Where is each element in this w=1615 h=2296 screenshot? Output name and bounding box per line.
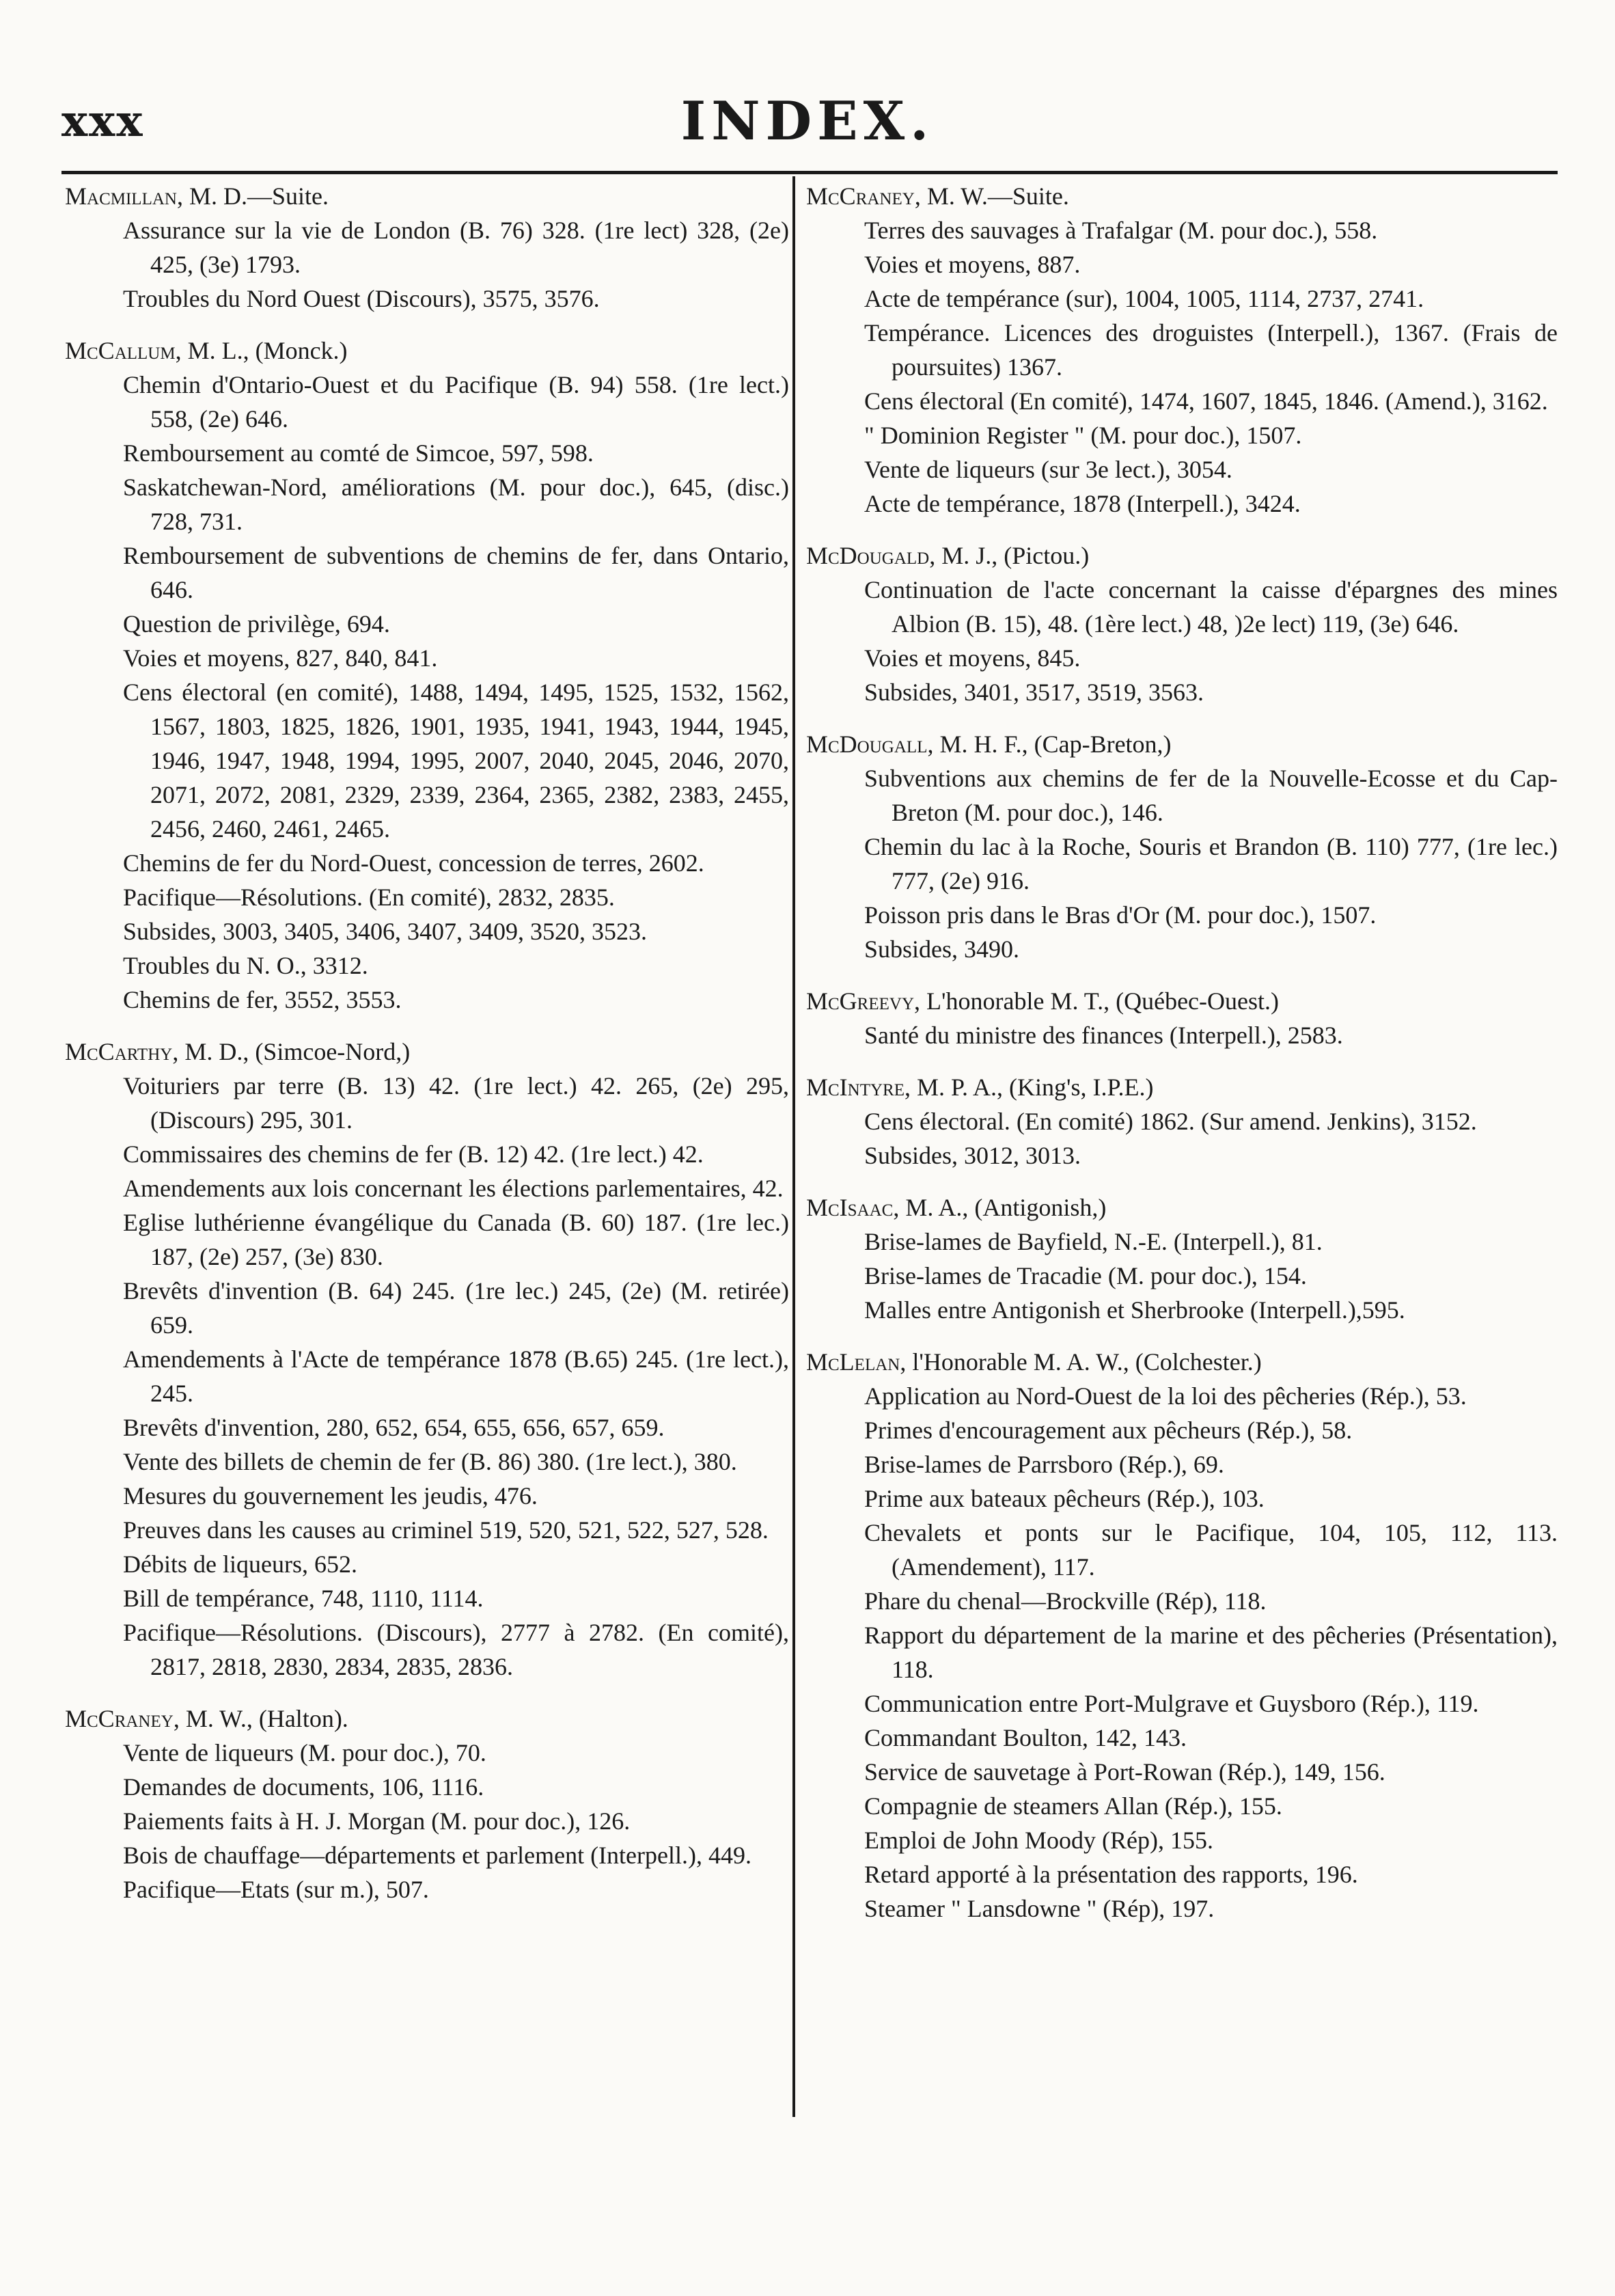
- index-item: Chevalets et ponts sur le Pacifique, 104, 105, 112, 113. (Amendement), 117.: [864, 1519, 1558, 1581]
- member-details: , M. W.—Suite.: [914, 182, 1069, 210]
- member-details: , M. H. F., (Cap-Breton,): [927, 730, 1172, 758]
- member-name: McDougald: [806, 542, 930, 569]
- index-item: Remboursement de subventions de chemins de fer, dans Ontario, 646.: [123, 542, 789, 603]
- index-item: Troubles du N. O., 3312.: [123, 952, 368, 979]
- index-item: Subsides, 3490.: [864, 935, 1020, 963]
- index-item: Pacifique—Résolutions. (En comité), 2832, 2835.: [123, 884, 615, 911]
- member-heading: [65, 179, 789, 213]
- member-heading: [65, 333, 789, 368]
- index-item: Emploi de John Moody (Rép), 155.: [864, 1827, 1213, 1854]
- index-entry: [65, 1702, 789, 1906]
- member-heading: [65, 1035, 789, 1069]
- index-item: Communication entre Port-Mulgrave et Guysboro (Rép.), 119.: [864, 1690, 1479, 1717]
- member-name: McIsaac: [806, 1194, 894, 1221]
- index-item: Application au Nord-Ouest de la loi des pêcheries (Rép.), 53.: [864, 1382, 1467, 1410]
- index-item: Débits de liqueurs, 652.: [123, 1550, 357, 1578]
- index-item: Brevêts d'invention (B. 64) 245. (1re lec.) 245, (2e) (M. retirée) 659.: [123, 1277, 789, 1339]
- index-item: Vente de liqueurs (M. pour doc.), 70.: [123, 1739, 486, 1766]
- index-item: Brise-lames de Bayfield, N.-E. (Interpell.), 81.: [864, 1228, 1323, 1255]
- member-name: McLelan: [806, 1348, 900, 1376]
- index-item: Santé du ministre des finances (Interpell.), 2583.: [864, 1022, 1343, 1049]
- index-item: Subventions aux chemins de fer de la Nouvelle-Ecosse et du Cap-Breton (M. pour doc.), 146.: [864, 765, 1558, 826]
- index-item: Tempérance. Licences des droguistes (Interpell.), 1367. (Frais de poursuites) 1367.: [864, 319, 1558, 381]
- index-entry: [806, 984, 1558, 1052]
- member-name: McCraney: [65, 1705, 174, 1732]
- index-item: Continuation de l'acte concernant la caisse d'épargnes des mines Albion (B. 15), 48. (1ère lect.) 48, )2e lect) 119, (3e) 646.: [864, 576, 1558, 638]
- index-item: Phare du chenal—Brockville (Rép), 118.: [864, 1587, 1267, 1615]
- index-item: Demandes de documents, 106, 1116.: [123, 1773, 484, 1801]
- member-details: , M. D., (Simcoe-Nord,): [172, 1038, 411, 1065]
- index-item: Preuves dans les causes au criminel 519, 520, 521, 522, 527, 528.: [123, 1516, 769, 1544]
- member-heading: [806, 1345, 1558, 1379]
- member-details: , M. P. A., (King's, I.P.E.): [905, 1074, 1154, 1101]
- index-item: Cens électoral (En comité), 1474, 1607, 1845, 1846. (Amend.), 3162.: [864, 387, 1548, 415]
- header-rule: [61, 171, 1558, 174]
- index-item: Chemin d'Ontario-Ouest et du Pacifique (B. 94) 558. (1re lect.) 558, (2e) 646.: [123, 371, 789, 433]
- member-details: , l'Honorable M. A. W., (Colchester.): [900, 1348, 1262, 1376]
- index-item: Prime aux bateaux pêcheurs (Rép.), 103.: [864, 1485, 1265, 1512]
- index-entry: [806, 1070, 1558, 1173]
- member-name: McIntyre: [806, 1074, 905, 1101]
- member-heading: [806, 984, 1558, 1018]
- member-details: , M. W., (Halton).: [173, 1705, 348, 1732]
- right-column: [806, 179, 1558, 1943]
- column-divider: [792, 176, 795, 2117]
- index-item: Vente de liqueurs (sur 3e lect.), 3054.: [864, 456, 1232, 483]
- member-heading: [806, 1070, 1558, 1104]
- member-name: McGreevy: [806, 987, 915, 1015]
- index-entry: [806, 727, 1558, 966]
- index-item: Acte de tempérance (sur), 1004, 1005, 1114, 2737, 2741.: [864, 285, 1424, 312]
- index-item: Service de sauvetage à Port-Rowan (Rép.), 149, 156.: [864, 1758, 1385, 1786]
- index-item: Steamer " Lansdowne " (Rép), 197.: [864, 1895, 1215, 1922]
- index-item: Pacifique—Résolutions. (Discours), 2777 à 2782. (En comité), 2817, 2818, 2830, 2834, 2835, 2836.: [123, 1619, 789, 1680]
- index-item: Voituriers par terre (B. 13) 42. (1re lect.) 42. 265, (2e) 295, (Discours) 295, 301.: [123, 1072, 789, 1134]
- index-item: Compagnie de steamers Allan (Rép.), 155.: [864, 1792, 1282, 1820]
- index-item: Bill de tempérance, 748, 1110, 1114.: [123, 1585, 484, 1612]
- index-item: Brise-lames de Parrsboro (Rép.), 69.: [864, 1451, 1224, 1478]
- index-item: Saskatchewan-Nord, améliorations (M. pour doc.), 645, (disc.) 728, 731.: [123, 474, 789, 535]
- member-details: , M. L., (Monck.): [175, 337, 348, 364]
- index-item: Acte de tempérance, 1878 (Interpell.), 3424.: [864, 490, 1301, 517]
- index-entry: [806, 1190, 1558, 1327]
- index-item: Brevêts d'invention, 280, 652, 654, 655, 656, 657, 659.: [123, 1414, 665, 1441]
- member-details: , L'honorable M. T., (Québec-Ouest.): [914, 987, 1280, 1015]
- index-item: Paiements faits à H. J. Morgan (M. pour doc.), 126.: [123, 1807, 631, 1835]
- member-heading: [806, 179, 1558, 213]
- member-name: McCraney: [806, 182, 915, 210]
- index-item: Rapport du département de la marine et des pêcheries (Présentation), 118.: [864, 1622, 1558, 1683]
- index-entry: [65, 1035, 789, 1684]
- index-item: Assurance sur la vie de London (B. 76) 328. (1re lect) 328, (2e) 425, (3e) 1793.: [123, 217, 789, 278]
- index-item: Voies et moyens, 827, 840, 841.: [123, 644, 438, 672]
- index-item: Commissaires des chemins de fer (B. 12) 42. (1re lect.) 42.: [123, 1140, 704, 1168]
- index-item: " Dominion Register " (M. pour doc.), 1507.: [864, 422, 1302, 449]
- member-name: Macmillan: [65, 182, 177, 210]
- member-heading: [65, 1702, 789, 1736]
- index-entry: [806, 538, 1558, 709]
- index-item: Brise-lames de Tracadie (M. pour doc.), 154.: [864, 1262, 1307, 1289]
- member-name: McCarthy: [65, 1038, 173, 1065]
- index-item: Terres des sauvages à Trafalgar (M. pour doc.), 558.: [864, 217, 1378, 244]
- left-column: [65, 179, 789, 1924]
- index-item: Troubles du Nord Ouest (Discours), 3575, 3576.: [123, 285, 600, 312]
- member-details: , M. J., (Pictou.): [929, 542, 1090, 569]
- index-item: Primes d'encouragement aux pêcheurs (Rép.), 58.: [864, 1417, 1353, 1444]
- index-item: Remboursement au comté de Simcoe, 597, 598.: [123, 439, 594, 467]
- member-details: , M. A., (Antigonish,): [893, 1194, 1107, 1221]
- member-heading: [806, 538, 1558, 573]
- index-item: Commandant Boulton, 142, 143.: [864, 1724, 1187, 1751]
- index-item: Subsides, 3012, 3013.: [864, 1142, 1081, 1169]
- index-entry: [65, 333, 789, 1017]
- index-item: Subsides, 3003, 3405, 3406, 3407, 3409, 3520, 3523.: [123, 918, 648, 945]
- member-heading: [806, 1190, 1558, 1225]
- member-name: McDougall: [806, 730, 928, 758]
- index-item: Chemins de fer, 3552, 3553.: [123, 986, 402, 1013]
- index-item: Vente des billets de chemin de fer (B. 86) 380. (1re lect.), 380.: [123, 1448, 737, 1475]
- index-entry: [65, 179, 789, 316]
- index-item: Retard apporté à la présentation des rapports, 196.: [864, 1861, 1358, 1888]
- index-item: Bois de chauffage—départements et parlement (Interpell.), 449.: [123, 1842, 751, 1869]
- index-item: Cens électoral (en comité), 1488, 1494, 1495, 1525, 1532, 1562, 1567, 1803, 1825, 1826, 1901, 1935, 1941, 1943, 1944, 1945, 1946, 1947, 1948, 1994, 1995, 2007, 2040, 2045, 2046, 2070, 2071, 2072, 2081, 2329, 2339, 2364, 2365, 2382, 2383, 2455, 2456, 2460, 2461, 2465.: [123, 679, 789, 843]
- index-item: Subsides, 3401, 3517, 3519, 3563.: [864, 679, 1204, 706]
- index-item: Voies et moyens, 887.: [864, 251, 1081, 278]
- index-item: Mesures du gouvernement les jeudis, 476.: [123, 1482, 538, 1509]
- index-entry: [806, 179, 1558, 521]
- index-item: Chemins de fer du Nord-Ouest, concession de terres, 2602.: [123, 849, 704, 877]
- index-item: Amendements à l'Acte de tempérance 1878 (B.65) 245. (1re lect.), 245.: [123, 1345, 789, 1407]
- member-details: , M. D.—Suite.: [176, 182, 329, 210]
- index-item: Chemin du lac à la Roche, Souris et Brandon (B. 110) 777, (1re lec.) 777, (2e) 916.: [864, 833, 1558, 894]
- index-item: Poisson pris dans le Bras d'Or (M. pour doc.), 1507.: [864, 901, 1377, 929]
- member-name: McCallum: [65, 337, 176, 364]
- index-item: Cens électoral. (En comité) 1862. (Sur amend. Jenkins), 3152.: [864, 1108, 1477, 1135]
- index-entry: [806, 1345, 1558, 1926]
- index-item: Question de privilège, 694.: [123, 610, 390, 638]
- index-item: Amendements aux lois concernant les élections parlementaires, 42.: [123, 1175, 784, 1202]
- index-item: Voies et moyens, 845.: [864, 644, 1081, 672]
- page-title: INDEX.: [680, 90, 935, 152]
- index-item: Pacifique—Etats (sur m.), 507.: [123, 1876, 429, 1903]
- page-number: xxx: [61, 96, 144, 147]
- member-heading: [806, 727, 1558, 761]
- index-item: Malles entre Antigonish et Sherbrooke (Interpell.),595.: [864, 1296, 1405, 1324]
- index-item: Eglise luthérienne évangélique du Canada (B. 60) 187. (1re lec.) 187, (2e) 257, (3e) 830.: [123, 1209, 789, 1270]
